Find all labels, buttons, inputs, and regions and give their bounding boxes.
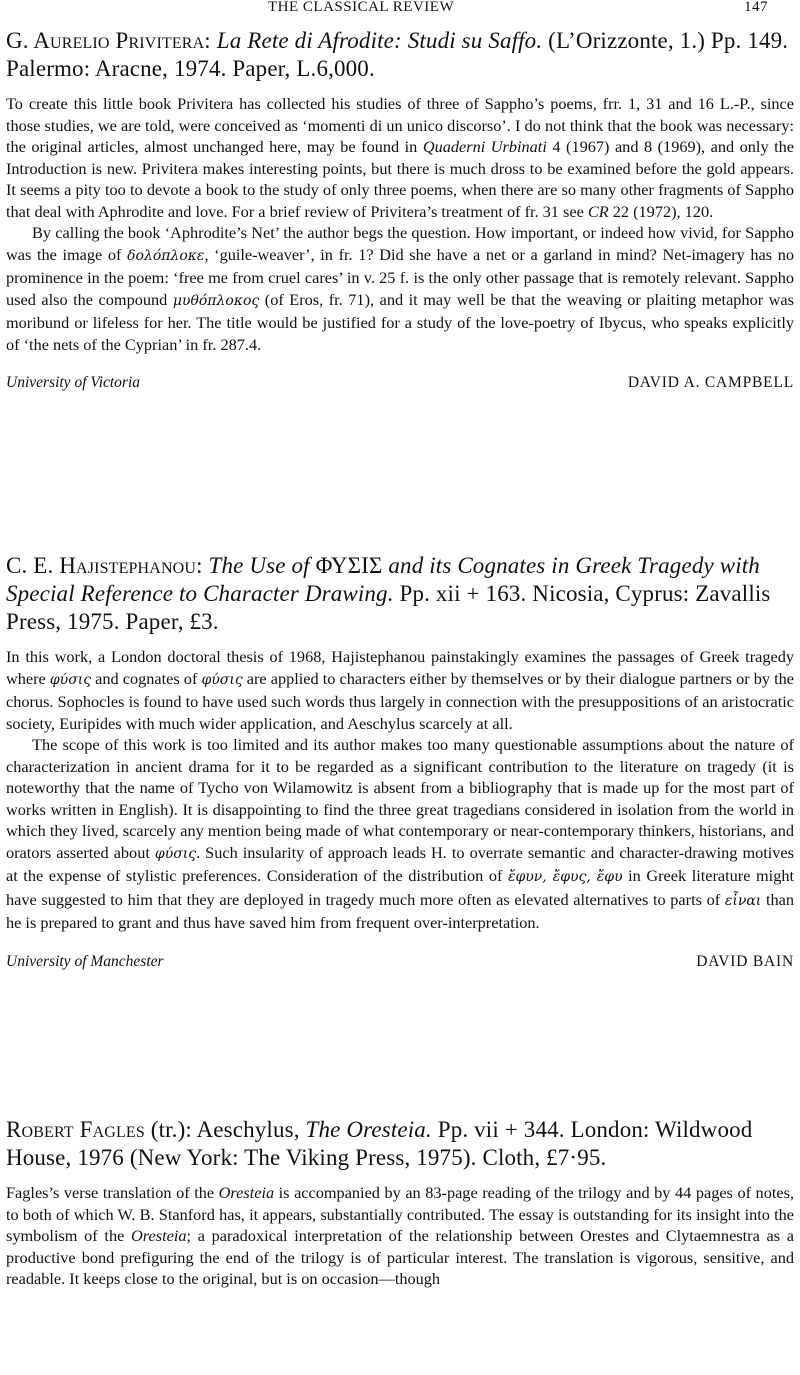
text-run: are applied to characters either by themselves or by their dialogue partners or by the chorus. Sophocles is found to have used such words thus largely in connection with the presuppositions of an aristocratic society, Euripides with much wider application, and Aeschylus scarcely at all. [6,668,795,733]
paragraph [6,1182,794,1290]
greek-word: εἶναι [724,892,762,909]
heading-text: (tr.): Aeschylus, [150,1117,300,1142]
book-details: Pp. xii + 163. Nicosia, Cyprus: Zavallis Press, 1975. Paper, £3. [6,581,771,634]
review-body [6,93,794,355]
review-heading [6,1116,794,1172]
work-title: Oresteia [218,1183,275,1202]
review-body [6,1182,794,1290]
signature [6,373,794,395]
greek-word: φύσις [49,671,92,688]
paragraph [6,222,794,355]
text-run: (of Eros, fr. 71), and it may well be that the weaving or plaiting metaphor was moribund or lifeless for her. The title would be justified for a study of the love-poetry of Ibycus, who speaks explicitly of ‘the nets of the Cyprian’ in fr. 287.4. [6,289,794,354]
journal-name: Quaderni Urbinati [422,137,547,156]
review-hajistephanou [6,552,794,974]
review-heading [6,27,794,83]
review-body [6,646,794,934]
greek-word: φύσις [201,671,243,688]
reviewer-affiliation: University of Victoria [6,374,141,391]
text-run: 4 (1967) and 8 (1969), and only the Introduction is new. Privitera makes interesting points, but there is much dross to be examined before the gold appears. It seems a pity too to devote a book to the study of only three poems, when there are so many other fragments of Sappho that deal with Aphrodite and love. For a brief review of Privitera’s treatment of fr. 31 see [6,137,794,221]
review-heading [6,552,794,636]
greek-title-word: ΦΥΣΙΣ [315,553,383,578]
text-run: ; a paradoxical interpretation of the relationship between Orestes and Clytaemnestra as a productive bond prefiguring the end of the trilogy is of particular interest. The translation is vigorous, sensitive, and readable. It keeps close to the original, but is on occasion—though [6,1226,794,1288]
book-details: Pp. vii + 344. London: Wildwood House, 1976 (New York: The Viking Press, 1975). Cloth, £7·95. [6,1117,753,1170]
journal-title: THE CLASSICAL REVIEW [268,0,455,15]
running-head [0,0,800,18]
paragraph [6,734,794,934]
book-title: La Rete di Afrodite: Studi su Saffo. [216,28,543,53]
book-author: Robert Fagles [6,1117,145,1142]
text-run: 22 (1972), 120. [608,201,714,221]
review-privitera [6,27,794,395]
signature [6,952,794,974]
text-run: The scope of this work is too limited and its author makes too many questionable assumptions about the nature of characterization in ancient drama for it to be regarded as a significant contribution to the literature on tragedy (it is noteworthy that the name of Tycho von Wilamowitz is absent from a bibliography that is made up for the most part of works written in English). It is disappointing to find the three great tragedians considered in isolation from the world in which they lived, scarcely any mention being made of what contemporary or near-contemporary thinkers, historians, and orators asserted about [6,735,794,862]
page-number: 147 [744,0,768,15]
greek-word: φύσις [154,845,197,862]
work-title: Oresteia [131,1226,187,1245]
text-run: To create this little book Privitera has collected his studies of three of Sappho’s poems, frr. 1, 31 and 16 L.-P., since those studies, we are told, were conceived as ‘momenti di un unico discorso’. I do not think that the book was necessary: the original articles, almost unchanged here, may be found in [6,94,794,156]
book-author: C. E. Hajistephanou: [6,553,203,578]
text-run: in Greek literature might have suggested to him that they are deployed in tragedy much more often as elevated alternatives to parts of [6,866,794,909]
text-run: is accompanied by an 83-page reading of the trilogy and by 44 pages of notes, to both of which W. B. Stanford has, it appears, substantially contributed. The essay is outstanding for its insight into the symbolism of the [6,1183,794,1245]
text-run: , ‘guile-weaver’, in fr. 1? Did she have a net or a garland in mind? Net-imagery has no prominence in the poem: ‘free me from cruel cares’ in v. 25 f. is the only other passage that is remotely relevant. Sappho used also the compound [6,244,794,309]
greek-word: ἔφυν, ἔφυς, ἔφυ [507,869,623,885]
text-run: Fagles’s verse translation of the [6,1183,219,1202]
paragraph [6,93,794,222]
book-title: The Use of [208,553,310,578]
review-fagles [6,1116,794,1290]
text-run: In this work, a London doctoral thesis of 1968, Hajistephanou painstakingly examines the passages of Greek tragedy where [6,647,794,688]
book-details: (L’Orizzonte, 1.) Pp. 149. Palermo: Aracne, 1974. Paper, L.6,000. [6,28,789,81]
text-run: By calling the book ‘Aphrodite’s Net’ the author begs the question. How important, or indeed how vivid, for Sappho was the image of [6,223,794,264]
text-run: . Such insularity of approach leads H. to overrate semantic and character-drawing motives at the expense of stylistic preferences. Consideration of the distribution of [6,842,794,885]
paragraph [6,646,794,734]
greek-word: μυθόπλοκος [172,292,260,309]
book-author: G. Aurelio Privitera: [6,28,211,53]
text-run: and cognates of [91,668,202,688]
book-title: and its Cognates in Greek Tragedy with Special Reference to Character Drawing. [6,553,760,606]
reviewer-affiliation: University of Manchester [6,952,164,970]
reviewer-name: DAVID A. CAMPBELL [627,374,794,391]
reviewer-name: DAVID BAIN [696,952,794,970]
text-run: than he is prepared to grant and thus have saved him from frequent over-interpretation. [6,889,794,932]
journal-abbrev: CR [587,201,609,221]
book-title: The Oresteia. [305,1117,432,1142]
greek-word: δολόπλοκε [127,247,205,264]
